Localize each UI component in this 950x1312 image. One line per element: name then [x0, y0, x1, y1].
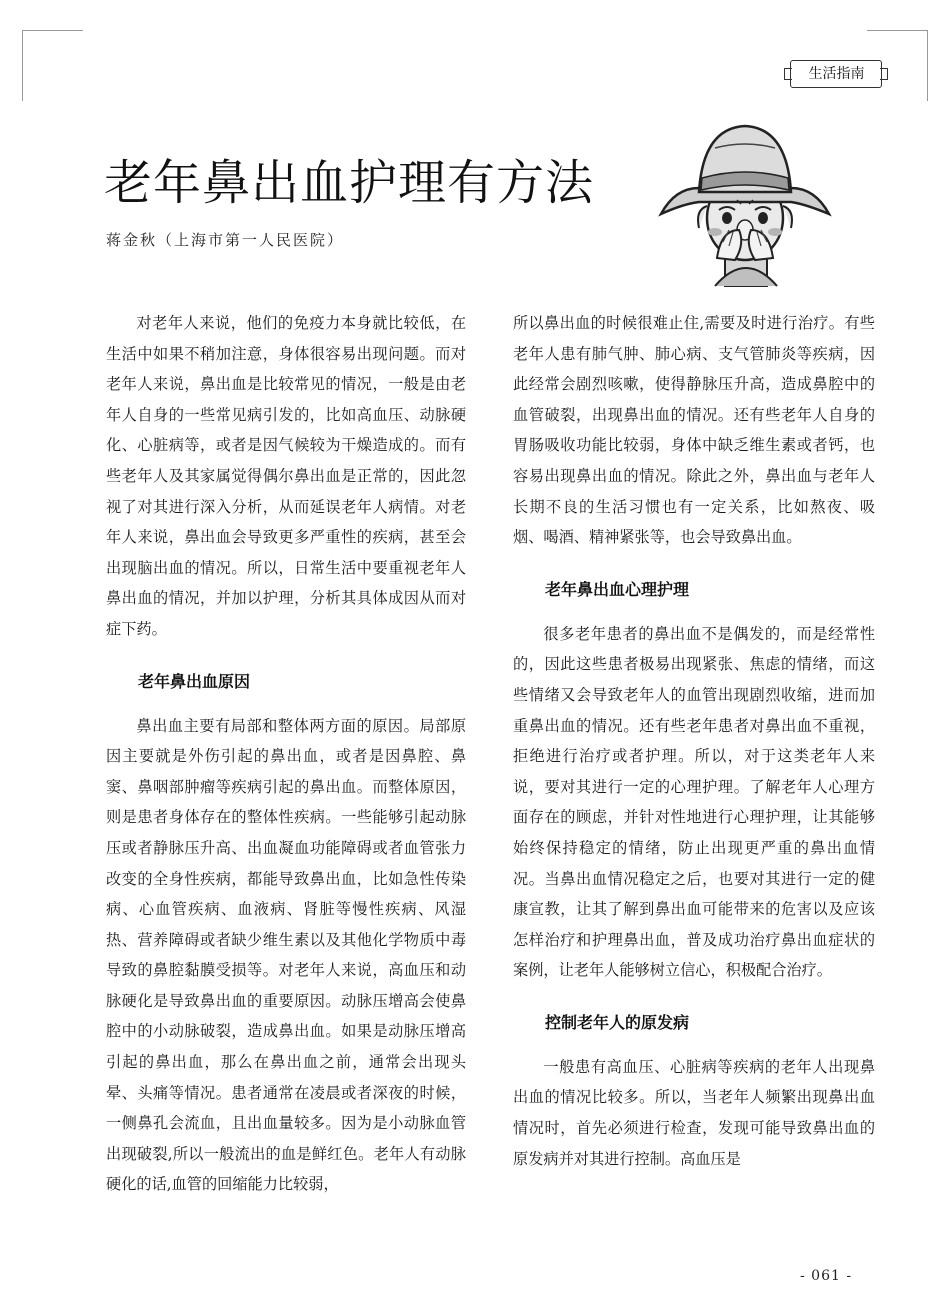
psych-care-paragraph: 很多老年患者的鼻出血不是偶发的，而是经常性的，因此这些患者极易出现紧张、焦虑的情绪，而这些情绪又会导致老年人的血管出现剧烈收缩，进而加重鼻出血的情况。还有些老年患者对鼻出血不重视，拒绝进行治疗或者护理。所以，对于这类老年人来说，要对其进行一定的心理护理。了解老年人心理方面存在的顾虑，并针对性地进行心理护理，让其能够始终保持稳定的情绪，防止出现更严重的鼻出血情况。当鼻出血情况稳定之后，也要对其进行一定的健康宣教，让其了解到鼻出血可能带来的危害以及应该怎样治疗和护理鼻出血，普及成功治疗鼻出血症状的案例，让老年人能够树立信心，积极配合治疗。 — [513, 624, 875, 980]
page-number: - 061 - — [800, 1268, 853, 1284]
intro-paragraph: 对老年人来说，他们的免疫力本身就比较低，在生活中如果不稍加注意，身体很容易出现问题。而对老年人来说，鼻出血是比较常见的情况，一般是由老年人自身的一些常见病引发的，比如高血压、动脉硬化、心脏病等，或者是因气候较为干燥造成的。而有些老年人及其家属觉得偶尔鼻出血是正常的，因此忽视了对其进行深入分析，从而延误老年人病情。对老年人来说，鼻出血会导致更多严重性的疾病，甚至会出现脑出血的情况。所以，日常生活中要重视老年人鼻出血的情况，并加以护理，分析其具体成因从而对症下药。 — [106, 314, 466, 638]
article-author: 蒋金秋（上海市第一人民医院） — [106, 231, 345, 249]
causes-paragraph: 鼻出血主要有局部和整体两方面的原因。局部原因主要就是外伤引起的鼻出血，或者是因鼻腔、鼻窦、鼻咽部肿瘤等疾病引起的鼻出血。而整体原因，则是患者身体存在的整体性疾病。一些能够引起动脉压或者静脉压升高、出血凝血功能障碍或者血管张力改变的全身性疾病，都能导致鼻出血，比如急性传染病、心血管疾病、血液病、肾脏等慢性疾病、风湿热、营养障碍或者缺少维生素以及其他化学物质中毒导致的鼻腔黏膜受损等。对老年人来说，高血压和动脉硬化是导致鼻出血的重要原因。动脉压增高会使鼻腔中的小动脉破裂，造成鼻出血。如果是动脉压增高引起的鼻出血，那么在鼻出血之前，通常会出现头晕、头痛等情况。患者通常在凌晨或者深夜的时候，一侧鼻孔会流血，且出血量较多。因为是小动脉血管出现破裂,所以一般流出的血是鲜红色。老年人有动脉硬化的话,血管的回缩能力比较弱， — [106, 716, 466, 1194]
section-tag-label: 生活指南 — [808, 66, 865, 82]
causes-continuation: 所以鼻出血的时候很难止住,需要及时进行治疗。有些老年人患有肺气肿、肺心病、支气管肺炎等疾病，因此经常会剧烈咳嗽，使得静脉压升高，造成鼻腔中的血管破裂，出现鼻出血的情况。还有些老年人自身的胃肠吸收功能比较弱，身体中缺乏维生素或者钙，也容易出现鼻出血的情况。除此之外，鼻出血与老年人长期不良的生活习惯也有一定关系，比如熬夜、吸烟、喝酒、精神紧张等，也会导致鼻出血。 — [513, 314, 875, 547]
primary-disease-paragraph: 一般患有高血压、心脏病等疾病的老年人出现鼻出血的情况比较多。所以，当老年人频繁出现鼻出血情况时，首先必须进行检查，发现可能导致鼻出血的原发病并对其进行控制。高血压是 — [513, 1057, 875, 1168]
right-column — [513, 308, 875, 1174]
section-tag — [784, 60, 888, 88]
heading-causes: 老年鼻出血原因 — [138, 671, 251, 691]
nosebleed-elder-illustration — [655, 118, 835, 298]
heading-primary-disease: 控制老年人的原发病 — [545, 1012, 690, 1032]
heading-psych-care: 老年鼻出血心理护理 — [545, 579, 690, 599]
corner-ornament-left — [22, 30, 83, 101]
left-column — [106, 308, 466, 1200]
article-title: 老年鼻出血护理有方法 — [104, 155, 595, 211]
